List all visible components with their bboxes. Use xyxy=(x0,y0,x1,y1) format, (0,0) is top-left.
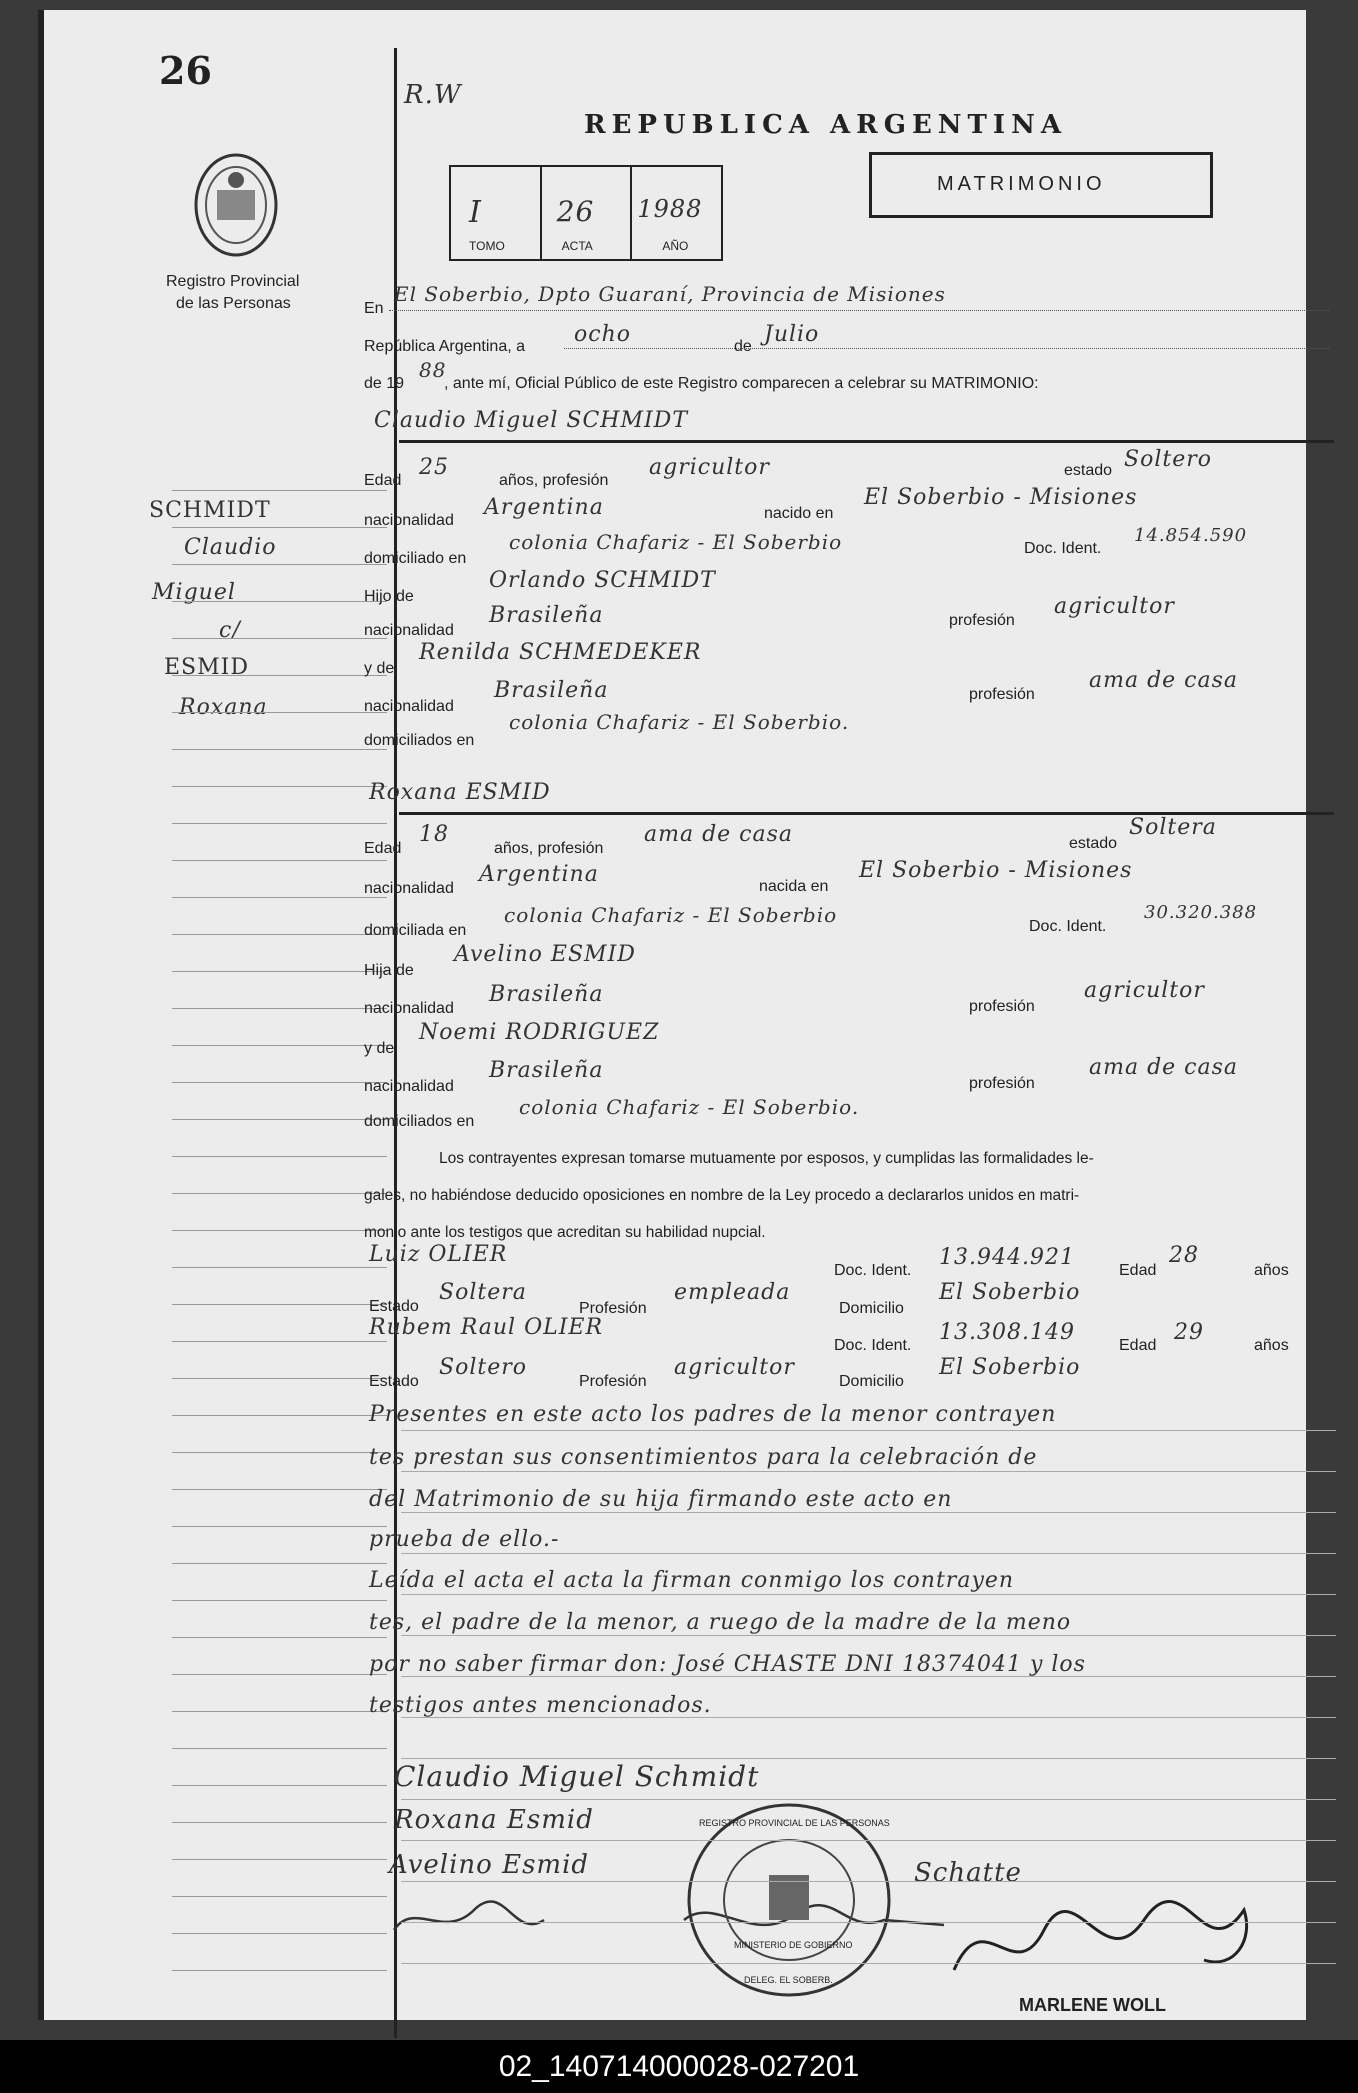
body-rule xyxy=(401,1881,1336,1882)
margin-rule xyxy=(172,1008,387,1009)
groom-edad: 25 xyxy=(419,455,449,480)
margin-rule xyxy=(172,1563,387,1564)
margin-rule xyxy=(172,1156,387,1157)
margin-rule xyxy=(172,1859,387,1860)
body-rule xyxy=(401,1676,1336,1677)
margin-rule xyxy=(172,1193,387,1194)
bride-estado: Soltera xyxy=(1129,815,1217,840)
bride-madre-prof: ama de casa xyxy=(1089,1055,1239,1080)
ano-label: AÑO xyxy=(662,239,689,253)
groom-madre: Renilda SCHMEDEKER xyxy=(419,640,702,665)
groom-madre-prof-label: profesión xyxy=(969,686,1035,703)
bride-nacionalidad-label: nacionalidad xyxy=(364,880,454,897)
bride-edad-label: Edad xyxy=(364,840,402,857)
margin-rule xyxy=(172,490,387,491)
note-line-4: prueba de ello.- xyxy=(369,1527,560,1552)
bride-domicilio: colonia Chafariz - El Soberbio xyxy=(504,903,838,927)
groom-edad-label: Edad xyxy=(364,472,402,489)
margin-rule xyxy=(172,897,387,898)
body-rule xyxy=(401,1430,1336,1431)
groom-madre-nac: Brasileña xyxy=(494,678,609,703)
groom-doc: 14.854.590 xyxy=(1134,525,1248,546)
witness2-profesion-label: Profesión xyxy=(579,1373,647,1390)
groom-padre-nac: Brasileña xyxy=(489,603,604,628)
margin-rule xyxy=(172,1415,387,1416)
margin-rule xyxy=(172,1452,387,1453)
acta-label: ACTA xyxy=(561,239,593,253)
margin-rule xyxy=(172,1489,387,1490)
witness1-anos-label: años xyxy=(1254,1262,1289,1279)
intro-date-line xyxy=(564,348,1329,349)
scan-id: 02_140714000028-027201 xyxy=(498,2050,860,2083)
groom-profesion: agricultor xyxy=(649,455,770,480)
groom-nacido-label: nacido en xyxy=(764,505,834,522)
margin-rule xyxy=(172,749,387,750)
body-rule xyxy=(401,1840,1336,1841)
margin-rule xyxy=(172,1230,387,1231)
bride-doc-label: Doc. Ident. xyxy=(1029,918,1107,935)
groom-madre-nac-label: nacionalidad xyxy=(364,698,454,715)
body-rule xyxy=(401,1512,1336,1513)
country-title: REPUBLICA ARGENTINA xyxy=(584,110,1068,140)
margin-rule xyxy=(172,1267,387,1268)
groom-estado: Soltero xyxy=(1124,447,1212,472)
witness2-domicilio-label: Domicilio xyxy=(839,1373,904,1390)
witness2-name: Rubem Raul OLIER xyxy=(369,1315,604,1340)
scan-footer xyxy=(0,2040,1358,2093)
margin-rule xyxy=(172,1119,387,1120)
provincial-emblem-icon xyxy=(189,150,284,260)
witness1-domicilio: El Soberbio xyxy=(939,1280,1081,1305)
intro-republic-label: República Argentina, a xyxy=(364,338,525,355)
groom-estado-label: estado xyxy=(1064,462,1113,479)
witness2-estado-label: Estado xyxy=(369,1373,419,1390)
groom-padre-prof: agricultor xyxy=(1054,594,1175,619)
margin-rule xyxy=(172,675,387,676)
legal-text-line3: monio ante los testigos que acreditan su habilidad nupcial. xyxy=(364,1224,766,1241)
margin-rule xyxy=(172,1933,387,1934)
margin-rule xyxy=(172,1341,387,1342)
margin-rule xyxy=(172,786,387,787)
margin-note-4: c/ xyxy=(219,618,241,643)
margin-rule xyxy=(172,1896,387,1897)
bride-madre-nac-label: nacionalidad xyxy=(364,1078,454,1095)
official-seal xyxy=(684,1800,894,2000)
groom-nacionalidad: Argentina xyxy=(484,495,604,520)
intro-year-suffix: 88 xyxy=(419,358,447,382)
bride-name: Roxana ESMID xyxy=(369,780,551,805)
tomo-box xyxy=(451,167,542,259)
groom-name: Claudio Miguel SCHMIDT xyxy=(374,408,688,433)
groom-doc-label: Doc. Ident. xyxy=(1024,540,1102,557)
note-line-1: Presentes en este acto los padres de la menor contrayen xyxy=(369,1402,1057,1427)
bride-padre: Avelino ESMID xyxy=(454,942,636,967)
groom-padre: Orlando SCHMIDT xyxy=(489,568,716,593)
groom-domicilio-label: domiciliado en xyxy=(364,550,467,567)
margin-rule xyxy=(172,1970,387,1971)
bride-nacida: El Soberbio - Misiones xyxy=(859,858,1133,883)
witness1-doc: 13.944.921 xyxy=(939,1245,1075,1270)
intro-month: Julio xyxy=(764,322,820,347)
bride-padre-prof: agricultor xyxy=(1084,978,1205,1003)
witness2-domicilio: El Soberbio xyxy=(939,1355,1081,1380)
witness1-estado-label: Estado xyxy=(369,1298,419,1315)
bride-madre-label: y de xyxy=(364,1040,395,1057)
signature-schatte: Schatte xyxy=(914,1858,1022,1888)
witness2-doc-label: Doc. Ident. xyxy=(834,1337,912,1354)
groom-madre-prof: ama de casa xyxy=(1089,668,1239,693)
tomo-label: TOMO xyxy=(469,239,505,253)
witness2-doc: 13.308.149 xyxy=(939,1320,1075,1345)
bride-padres-dom-label: domiciliados en xyxy=(364,1113,475,1130)
acta-value: 26 xyxy=(556,195,595,228)
margin-rule xyxy=(172,1304,387,1305)
note-line-6: tes, el padre de la menor, a ruego de la madre de la meno xyxy=(369,1610,1072,1635)
margin-rule xyxy=(172,564,387,565)
intro-place-line xyxy=(389,310,1329,311)
groom-padres-dom: colonia Chafariz - El Soberbio. xyxy=(509,710,850,734)
intro-year-prefix: de 19 xyxy=(364,375,405,392)
official-name: MARLENE WOLL xyxy=(1019,1995,1166,2015)
bride-doc: 30.320.388 xyxy=(1144,902,1258,923)
note-line-5: Leída el acta el acta la firman conmigo los contrayen xyxy=(369,1568,1015,1593)
page-number: 26 xyxy=(159,48,212,93)
margin-rule xyxy=(172,1637,387,1638)
margin-rule xyxy=(172,1748,387,1749)
note-line-7: por no saber firmar don: José CHASTE DNI 18374041 y los xyxy=(369,1652,1086,1677)
witness2-edad: 29 xyxy=(1174,1320,1204,1345)
bride-profesion-label: años, profesión xyxy=(494,840,604,857)
margin-rule xyxy=(172,638,387,639)
header-mark: R.W xyxy=(404,80,462,110)
body-rule xyxy=(401,1799,1336,1800)
seal-bottom-text: DELEG. EL SOBERB. xyxy=(744,1975,833,1985)
witness1-profesion: empleada xyxy=(674,1280,791,1305)
witness1-estado: Soltera xyxy=(439,1280,527,1305)
seal-inner-text: MINISTERIO DE GOBIERNO xyxy=(734,1940,853,1950)
signature-avelino: Avelino Esmid xyxy=(389,1850,590,1880)
witness1-doc-label: Doc. Ident. xyxy=(834,1262,912,1279)
acta-box xyxy=(542,167,633,259)
tomo-value: I xyxy=(469,195,482,230)
groom-padres-dom-label: domiciliados en xyxy=(364,732,475,749)
margin-rule xyxy=(172,601,387,602)
intro-en-label: En xyxy=(364,300,384,317)
witness1-profesion-label: Profesión xyxy=(579,1300,647,1317)
margin-note-1: SCHMIDT xyxy=(149,498,271,523)
official-signature-icon xyxy=(944,1880,1274,2000)
intro-day: ocho xyxy=(574,322,631,347)
groom-nacionalidad-label: nacionalidad xyxy=(364,512,454,529)
body-rule xyxy=(401,1922,1336,1923)
registry-name-line2: de las Personas xyxy=(176,295,291,312)
bride-nacionalidad: Argentina xyxy=(479,862,599,887)
witness1-edad: 28 xyxy=(1169,1243,1199,1268)
body-rule xyxy=(401,1963,1336,1964)
body-rule xyxy=(401,1553,1336,1554)
act-type: MATRIMONIO xyxy=(937,173,1106,195)
witness1-edad-label: Edad xyxy=(1119,1262,1157,1279)
margin-note-2: Claudio xyxy=(184,535,277,560)
margin-rule xyxy=(172,1822,387,1823)
bride-profesion: ama de casa xyxy=(644,822,794,847)
ano-box xyxy=(632,167,721,259)
bride-padre-nac: Brasileña xyxy=(489,982,604,1007)
body-rule xyxy=(401,1758,1336,1759)
groom-separator xyxy=(399,440,1334,443)
margin-rule xyxy=(172,1082,387,1083)
intro-statement: , ante mí, Oficial Público de este Registro comparecen a celebrar su MATRIMONIO: xyxy=(444,375,1039,392)
margin-rule xyxy=(172,712,387,713)
witness2-profesion: agricultor xyxy=(674,1355,795,1380)
registry-boxes xyxy=(449,165,723,261)
margin-rule xyxy=(172,934,387,935)
groom-padre-prof-label: profesión xyxy=(949,612,1015,629)
margin-rule xyxy=(172,1378,387,1379)
margin-note-6: Roxana xyxy=(179,695,268,720)
margin-rule xyxy=(172,1711,387,1712)
bride-madre: Noemi RODRIGUEZ xyxy=(419,1020,660,1045)
bride-padre-nac-label: nacionalidad xyxy=(364,1000,454,1017)
bride-madre-nac: Brasileña xyxy=(489,1058,604,1083)
body-rule xyxy=(401,1594,1336,1595)
bride-hija-label: Hija de xyxy=(364,962,414,979)
margin-rule xyxy=(172,823,387,824)
witness1-domicilio-label: Domicilio xyxy=(839,1300,904,1317)
bride-padre-prof-label: profesión xyxy=(969,998,1035,1015)
margin-rule xyxy=(172,1526,387,1527)
seal-outer-text: REGISTRO PROVINCIAL DE LAS PERSONAS xyxy=(699,1818,890,1828)
body-rule xyxy=(401,1717,1336,1718)
groom-domicilio: colonia Chafariz - El Soberbio xyxy=(509,530,843,554)
groom-padre-nac-label: nacionalidad xyxy=(364,622,454,639)
act-type-box xyxy=(869,152,1213,218)
body-rule xyxy=(401,1635,1336,1636)
bride-estado-label: estado xyxy=(1069,835,1118,852)
margin-rule xyxy=(172,1674,387,1675)
margin-rule xyxy=(172,1785,387,1786)
margin-note-3: Miguel xyxy=(152,580,236,605)
margin-rule xyxy=(172,1600,387,1601)
witness2-anos-label: años xyxy=(1254,1337,1289,1354)
bride-domicilio-label: domiciliada en xyxy=(364,922,467,939)
witness2-edad-label: Edad xyxy=(1119,1337,1157,1354)
margin-note-5: ESMID xyxy=(164,655,249,680)
signature-groom: Claudio Miguel Schmidt xyxy=(394,1760,760,1793)
bride-padres-dom: colonia Chafariz - El Soberbio. xyxy=(519,1095,860,1119)
margin-rule xyxy=(172,860,387,861)
note-line-2: tes prestan sus consentimientos para la celebración de xyxy=(369,1445,1038,1470)
legal-text-line1: Los contrayentes expresan tomarse mutuamente por esposos, y cumplidas las formalidades le- xyxy=(439,1150,1094,1167)
ano-value: 1988 xyxy=(637,195,703,223)
groom-nacido: El Soberbio - Misiones xyxy=(864,485,1138,510)
signature-bride: Roxana Esmid xyxy=(394,1805,594,1835)
intro-de-label: de xyxy=(734,338,752,355)
registry-name-line1: Registro Provincial xyxy=(166,273,300,290)
groom-hijo-label: Hijo de xyxy=(364,588,414,605)
groom-profesion-label: años, profesión xyxy=(499,472,609,489)
note-line-8: testigos antes mencionados. xyxy=(369,1693,712,1718)
note-line-3: del Matrimonio de su hija firmando este acto en xyxy=(369,1487,953,1512)
margin-rule xyxy=(172,971,387,972)
groom-madre-label: y de xyxy=(364,660,395,677)
bride-madre-prof-label: profesión xyxy=(969,1075,1035,1092)
register-page xyxy=(38,10,1306,2020)
witness2-estado: Soltero xyxy=(439,1355,527,1380)
bride-edad: 18 xyxy=(419,822,449,847)
margin-rule xyxy=(172,527,387,528)
body-rule xyxy=(401,1471,1336,1472)
seal-icon xyxy=(684,1800,894,2000)
margin-rule xyxy=(172,1045,387,1046)
witness1-name: Luiz OLIER xyxy=(369,1242,508,1267)
bride-nacida-label: nacida en xyxy=(759,878,829,895)
intro-place: El Soberbio, Dpto Guaraní, Provincia de Misiones xyxy=(394,282,946,306)
legal-text-line2: gales, no habiéndose deducido oposiciones en nombre de la Ley procedo a declararlos unidos en matri- xyxy=(364,1187,1080,1204)
